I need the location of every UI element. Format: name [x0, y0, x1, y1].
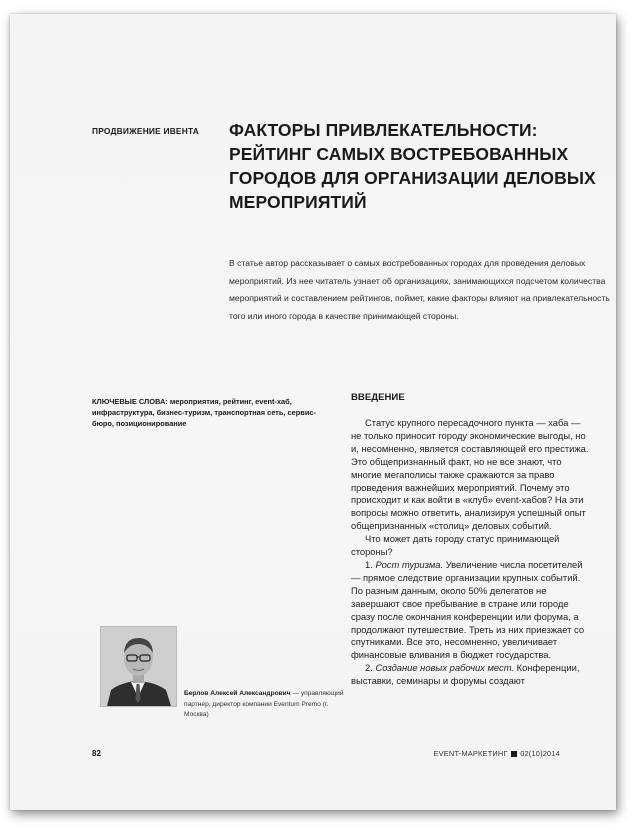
list-number: 2.	[365, 662, 376, 674]
section-heading: ВВЕДЕНИЕ	[351, 392, 405, 403]
paragraph	[351, 662, 589, 688]
list-title: Создание новых рабочих мест.	[375, 662, 514, 674]
footer-journal	[434, 749, 560, 758]
page-number: 82	[92, 749, 101, 758]
section-label: ПРОДВИЖЕНИЕ ИВЕНТА	[92, 126, 200, 136]
paragraph	[351, 559, 589, 662]
abstract: В статье автор рассказывает о самых востребованных городах для проведения деловых мероприятий. Из нее читатель узнает об организациях, занимающихся подсчетом количества мероприятий и составлением рейтингов, поймет, какие факторы влияют на привлекательность того или иного города в качестве принимающей стороны.	[229, 258, 610, 321]
article-title: ФАКТОРЫ ПРИВЛЕКАТЕЛЬНОСТИ: РЕЙТИНГ САМЫХ ВОСТРЕБОВАННЫХ ГОРОДОВ ДЛЯ ОРГАНИЗАЦИИ ДЕЛОВЫХ МЕРОПРИЯТИЙ	[229, 120, 596, 212]
body-text	[351, 417, 589, 688]
keywords-label: КЛЮЧЕВЫЕ СЛОВА:	[92, 397, 168, 406]
keywords-text: мероприятия, рейтинг, event-хаб, инфраструктура, бизнес-туризм, транспортная сеть, сервис-бюро, позиционирование	[92, 397, 316, 428]
square-icon	[511, 751, 517, 757]
author-desc: — управляющий партнер, директор компании Eventum Premo (г. Москва)	[184, 690, 344, 718]
paragraph: Что может дать городу статус принимающей стороны?	[351, 533, 560, 558]
issue-number: 02(10)2014	[520, 749, 560, 758]
list-text: Увеличение числа посетителей — прямое следствие организации крупных событий. По разным данным, около 50% делегатов не завершают свое пребывание в стране или городе сразу после окончания конференции или форума, а продолжают путешествие. Треть из них приезжает со спутниками. Все это, несомненно, увеличивает финансовые вливания в бюджет государства.	[351, 558, 585, 661]
list-number: 1.	[365, 558, 376, 570]
paragraph: Статус крупного пересадочного пункта — хаба — не только приносит городу экономические выгоды, но и, несомненно, является составляющей его престижа. Это общепризнанный факт, но не все знают, что многие мегаполисы также сражаются за право проведения важнейших мероприятий. Почему это происходит и как войти в «клуб» event-хабов? На эти вопросы можно ответить, анализируя успешный опыт общепризнанных «столиц» деловых событий.	[351, 417, 589, 532]
author-portrait-icon	[101, 627, 176, 706]
page	[10, 14, 616, 810]
list-text: Конференции, выставки, семинары и форумы создают	[351, 662, 580, 687]
keywords	[92, 396, 332, 429]
author-name: Берлов Алексей Александрович	[184, 690, 291, 697]
journal-name: EVENT-МАРКЕТИНГ	[433, 749, 508, 758]
author-info	[184, 689, 344, 721]
list-title: Рост туризма.	[375, 558, 444, 570]
author-photo	[100, 626, 177, 707]
